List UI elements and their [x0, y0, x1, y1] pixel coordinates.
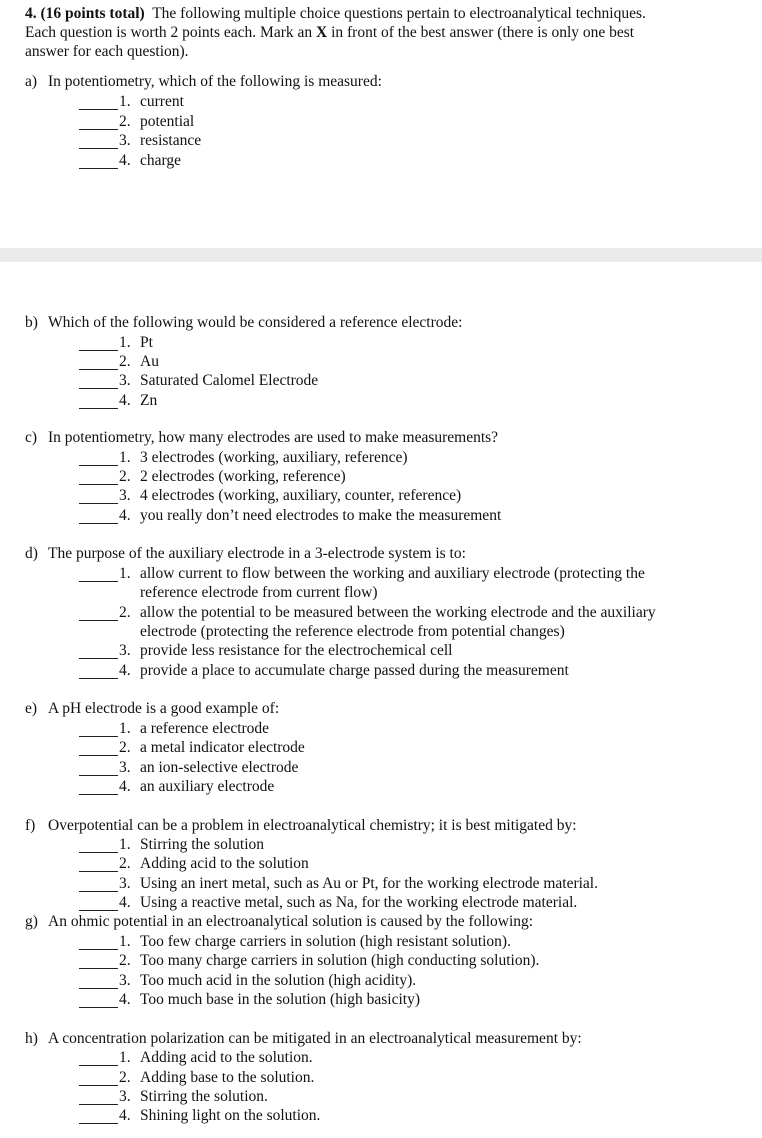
header-line-2	[25, 24, 634, 42]
option-number: 4.	[119, 778, 131, 795]
page-break-band	[0, 248, 762, 262]
question-text: The purpose of the auxiliary electrode in a 3-electrode system is to:	[48, 545, 466, 562]
option-text: an ion-selective electrode	[140, 759, 299, 776]
answer-blank[interactable]	[79, 721, 118, 737]
answer-blank[interactable]	[79, 354, 118, 370]
option-text: Too many charge carriers in solution (high conducting solution).	[140, 952, 540, 969]
question-label: g)	[25, 913, 38, 930]
answer-blank[interactable]	[79, 760, 118, 776]
option-number: 2.	[119, 468, 131, 485]
answer-blank[interactable]	[79, 1089, 118, 1105]
option-text: Too much acid in the solution (high acidity).	[140, 972, 417, 989]
answer-blank[interactable]	[79, 153, 118, 169]
question-label: b)	[25, 314, 38, 331]
header-line-1	[25, 5, 646, 23]
option-number: 3.	[119, 487, 131, 504]
option-text: provide a place to accumulate charge passed during the measurement	[140, 662, 569, 679]
instructions: in front of the best answer (there is only one best	[327, 24, 635, 41]
answer-blank[interactable]	[79, 94, 118, 110]
question-text: A pH electrode is a good example of:	[48, 700, 280, 717]
answer-blank[interactable]	[79, 779, 118, 795]
option-number: 1.	[119, 836, 131, 853]
answer-blank[interactable]	[79, 992, 118, 1008]
option-text: Using an inert metal, such as Au or Pt, for the working electrode material.	[140, 875, 598, 892]
option-number: 4.	[119, 392, 131, 409]
option-text: Too much base in the solution (high basicity)	[140, 991, 421, 1008]
option-text: Au	[140, 353, 159, 370]
option-number: 1.	[119, 334, 131, 351]
option-number: 3.	[119, 372, 131, 389]
option-number: 4.	[119, 152, 131, 169]
option-number: 2.	[119, 952, 131, 969]
answer-blank[interactable]	[79, 973, 118, 989]
option-text: Adding acid to the solution.	[140, 1049, 313, 1066]
question-text: In potentiometry, which of the following is measured:	[48, 73, 382, 90]
answer-blank[interactable]	[79, 393, 118, 409]
option-number: 4.	[119, 894, 131, 911]
option-number: 1.	[119, 720, 131, 737]
option-number: 2.	[119, 113, 131, 130]
question-label: h)	[25, 1030, 38, 1047]
answer-blank[interactable]	[79, 133, 118, 149]
answer-blank[interactable]	[79, 114, 118, 130]
option-number: 3.	[119, 642, 131, 659]
option-text: Pt	[140, 334, 153, 351]
option-text-continued: reference electrode from current flow)	[140, 584, 378, 601]
question-label: d)	[25, 545, 38, 562]
points-total: (16 points total)	[40, 5, 145, 22]
answer-blank[interactable]	[79, 1050, 118, 1066]
question-label: f)	[25, 817, 36, 834]
option-text: a metal indicator electrode	[140, 739, 305, 756]
answer-blank[interactable]	[79, 605, 118, 621]
option-number: 3.	[119, 759, 131, 776]
answer-blank[interactable]	[79, 934, 118, 950]
answer-blank[interactable]	[79, 740, 118, 756]
answer-blank[interactable]	[79, 469, 118, 485]
option-text: Using a reactive metal, such as Na, for the working electrode material.	[140, 894, 578, 911]
answer-blank[interactable]	[79, 643, 118, 659]
answer-blank[interactable]	[79, 566, 118, 582]
option-number: 2.	[119, 739, 131, 756]
question-label: c)	[25, 429, 38, 446]
question-label: a)	[25, 73, 38, 90]
option-text: resistance	[140, 132, 202, 149]
answer-blank[interactable]	[79, 953, 118, 969]
option-text: allow current to flow between the working and auxiliary electrode (protecting the	[140, 565, 645, 582]
answer-blank[interactable]	[79, 488, 118, 504]
option-number: 3.	[119, 875, 131, 892]
option-number: 1.	[119, 93, 131, 110]
option-number: 1.	[119, 449, 131, 466]
answer-blank[interactable]	[79, 856, 118, 872]
option-number: 2.	[119, 353, 131, 370]
option-number: 1.	[119, 565, 131, 582]
option-text: potential	[140, 113, 195, 130]
option-text: charge	[140, 152, 182, 169]
answer-blank[interactable]	[79, 1108, 118, 1124]
option-text: 4 electrodes (working, auxiliary, counter, reference)	[140, 487, 462, 504]
option-text: you really don’t need electrodes to make the measurement	[140, 507, 502, 524]
option-number: 2.	[119, 1069, 131, 1086]
option-text: provide less resistance for the electrochemical cell	[140, 642, 453, 659]
option-text-continued: electrode (protecting the reference electrode from potential changes)	[140, 623, 565, 640]
option-number: 1.	[119, 933, 131, 950]
question-text: In potentiometry, how many electrodes are used to make measurements?	[48, 429, 499, 446]
option-text: Too few charge carriers in solution (high resistant solution).	[140, 933, 511, 950]
mark-x: X	[316, 24, 328, 41]
option-text: an auxiliary electrode	[140, 778, 275, 795]
option-text: a reference electrode	[140, 720, 270, 737]
option-text: Stirring the solution	[140, 836, 264, 853]
answer-blank[interactable]	[79, 663, 118, 679]
option-number: 4.	[119, 1107, 131, 1124]
answer-blank[interactable]	[79, 450, 118, 466]
header-line-3: answer for each question).	[25, 43, 189, 60]
option-text: Stirring the solution.	[140, 1088, 268, 1105]
question-label: e)	[25, 700, 38, 717]
answer-blank[interactable]	[79, 335, 118, 351]
option-text: 3 electrodes (working, auxiliary, reference)	[140, 449, 408, 466]
option-text: Shining light on the solution.	[140, 1107, 321, 1124]
answer-blank[interactable]	[79, 876, 118, 892]
instructions: The following multiple choice questions pertain to electroanalytical techniques.	[152, 5, 646, 22]
option-number: 3.	[119, 132, 131, 149]
option-number: 2.	[119, 855, 131, 872]
answer-blank[interactable]	[79, 1070, 118, 1086]
option-number: 1.	[119, 1049, 131, 1066]
answer-blank[interactable]	[79, 508, 118, 524]
option-text: current	[140, 93, 184, 110]
option-text: Adding base to the solution.	[140, 1069, 315, 1086]
instructions: Each question is worth 2 points each. Mark an	[25, 24, 316, 41]
question-number: 4.	[25, 5, 37, 22]
question-text: An ohmic potential in an electroanalytical solution is caused by the following:	[48, 913, 534, 930]
option-number: 4.	[119, 991, 131, 1008]
answer-blank[interactable]	[79, 373, 118, 389]
option-text: 2 electrodes (working, reference)	[140, 468, 346, 485]
option-number: 4.	[119, 507, 131, 524]
option-text: allow the potential to be measured between the working electrode and the auxiliary	[140, 604, 656, 621]
question-text: Overpotential can be a problem in electroanalytical chemistry; it is best mitigated by:	[48, 817, 577, 834]
answer-blank[interactable]	[79, 895, 118, 911]
option-number: 3.	[119, 972, 131, 989]
option-text: Saturated Calomel Electrode	[140, 372, 319, 389]
option-number: 2.	[119, 604, 131, 621]
question-text: A concentration polarization can be mitigated in an electroanalytical measurement by:	[48, 1030, 582, 1047]
question-text: Which of the following would be considered a reference electrode:	[48, 314, 463, 331]
option-number: 3.	[119, 1088, 131, 1105]
answer-blank[interactable]	[79, 837, 118, 853]
option-number: 4.	[119, 662, 131, 679]
option-text: Adding acid to the solution	[140, 855, 309, 872]
option-text: Zn	[140, 392, 158, 409]
